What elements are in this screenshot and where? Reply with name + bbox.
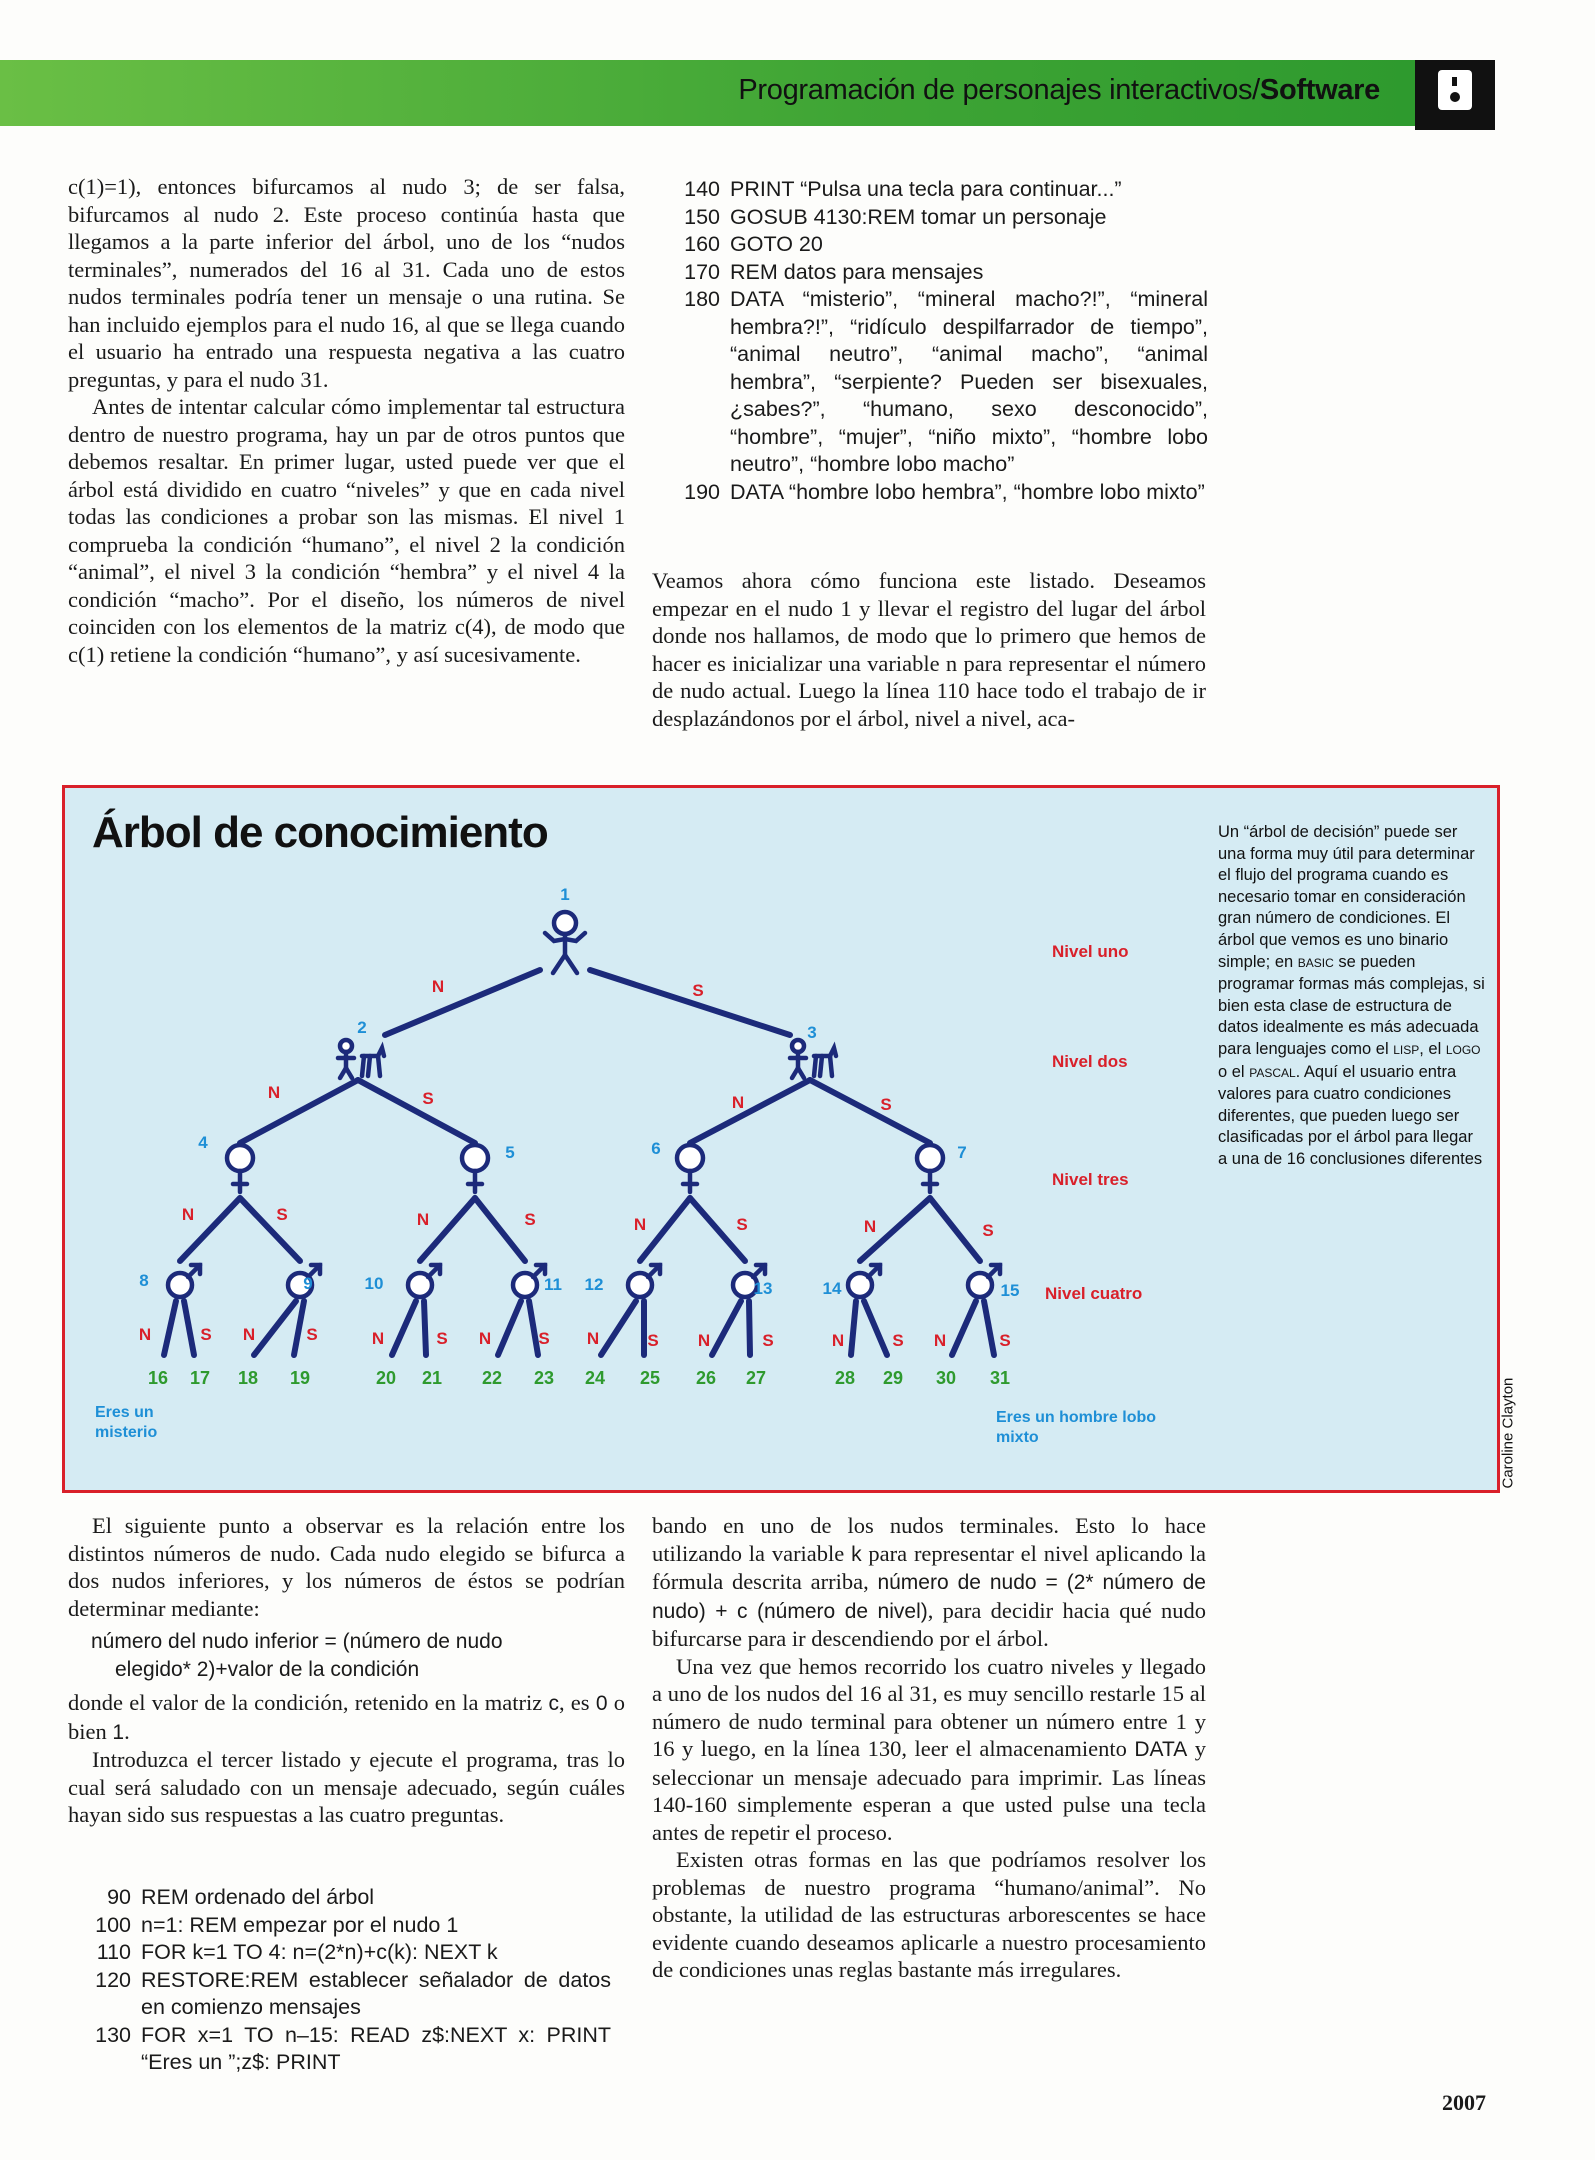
caption-text: Un “árbol de decisión” puede ser una forma muy útil para determinar el flujo del programa cuando es necesario tomar en consideración gran número de condiciones. El árbol que vemos es uno binario simple; en: [1218, 823, 1475, 971]
tree-branch: [930, 1198, 980, 1261]
branch-label-no: N: [138, 1325, 152, 1344]
text: .: [124, 1718, 130, 1744]
code-text: n=1: REM empezar por el nudo 1: [141, 1912, 459, 1937]
female-symbol-icon: [677, 1145, 703, 1192]
male-symbol-icon: [628, 1265, 660, 1297]
branch-label-yes: S: [538, 1329, 550, 1348]
tree-branch: [952, 1301, 976, 1355]
header-title-regular: Programación de personajes interactivos/: [738, 74, 1260, 106]
branch-label-no: N: [416, 1210, 430, 1229]
leaf-number: 17: [189, 1368, 211, 1388]
tree-branch: [601, 1301, 636, 1355]
branch-label-yes: S: [692, 981, 704, 1000]
page-number: 2007: [1442, 2090, 1486, 2115]
code-listing-bottom: [83, 1884, 611, 2077]
code-text: FOR k=1 TO 4: n=(2*n)+c(k): NEXT k: [141, 1940, 498, 1964]
caption-text: , el: [1419, 1039, 1442, 1058]
code-text: FOR x=1 TO n–15: READ z$:NEXT x: PRINT “Eres un ”;z$: PRINT: [141, 2022, 611, 2074]
text: o bien: [68, 1690, 625, 1744]
tree-branch: [424, 1301, 426, 1355]
leaf-number: 21: [421, 1368, 443, 1388]
tree-branch: [184, 1301, 194, 1355]
code-line: [83, 1967, 611, 2022]
code-line: [83, 2022, 611, 2077]
animal-icon: [790, 1040, 836, 1078]
code-text: GOTO 20: [730, 232, 823, 256]
diagram-caption: [1218, 822, 1486, 1171]
line-number: 130: [95, 2022, 131, 2047]
leaf-number: 20: [375, 1368, 397, 1388]
tree-branch: [864, 1301, 887, 1355]
level-label-2: Nivel dos: [1052, 1052, 1128, 1071]
branch-label-yes: S: [524, 1210, 536, 1229]
leaf-number: 31: [989, 1368, 1011, 1388]
caption-smallcaps: LOGO: [1445, 1042, 1481, 1057]
code-text: GOSUB 4130:REM tomar un personaje: [730, 204, 1107, 229]
node-number: 13: [753, 1279, 773, 1298]
leaf-number: 23: [533, 1368, 555, 1388]
tree-branch: [749, 1301, 750, 1355]
paragraph: Antes de intentar calcular cómo implementar tal estructura dentro de nuestro programa, hay un par de otros puntos que debemos resaltar. En primer lugar, usted puede ver que el árbol está dividido en cuatro “niveles” y que en cada nivel todas las condiciones a probar son las mismas. El nivel 1 comprueba la condición “humano”, el nivel 2 la condición “animal”, el nivel 3 la condición “hembra” y el nivel 4 la condición “macho”. Por el diseño, los números de nivel coinciden con los elementos de la matriz c(4), de modo que c(1) retiene la condición “humano”, y así sucesivamente.: [68, 394, 625, 667]
tree-branch: [240, 1080, 358, 1143]
branch-label-no: N: [633, 1215, 647, 1234]
line-number: 150: [684, 204, 720, 229]
node-number: 6: [651, 1139, 661, 1158]
tree-branch: [851, 1301, 856, 1355]
level-label-4: Nivel cuatro: [1045, 1284, 1143, 1303]
result-line: Eres un hombre lobo: [996, 1409, 1157, 1426]
variable: c: [548, 1692, 559, 1715]
paragraph: Existen otras formas en las que podríamos resolver los problemas de nuestro programa “humano/animal”. No obstante, la utilidad de las estructuras arborescentes se hace evidente cuando deseamos aplicarle a nuestro procesamiento de condiciones unas reglas bastante más irregulares.: [652, 1847, 1206, 1982]
leaf-number: 26: [695, 1368, 717, 1388]
leaf-number: 24: [584, 1368, 606, 1388]
formula-block: [91, 1628, 625, 1683]
branch-label-yes: S: [200, 1325, 212, 1344]
code-line: [83, 1912, 611, 1940]
result-line: misterio: [95, 1424, 158, 1441]
tree-branch: [358, 1080, 475, 1143]
line-number: 90: [107, 1885, 131, 1909]
code-text: DATA “hombre lobo hembra”, “hombre lobo mixto”: [730, 479, 1205, 504]
female-symbol-icon: [227, 1145, 253, 1192]
male-symbol-icon: [408, 1265, 440, 1297]
leaf-number: 25: [639, 1368, 661, 1388]
text: bando en uno de los nudos terminales. Esto lo hace utilizando la variable: [652, 1513, 1206, 1566]
branch-label-no: N: [831, 1331, 845, 1350]
branch-label-yes: S: [982, 1221, 994, 1240]
header-title-bold: Software: [1259, 74, 1380, 106]
male-symbol-icon: [848, 1265, 880, 1297]
branch-label-yes: S: [276, 1205, 288, 1224]
leaf-number: 16: [147, 1368, 169, 1388]
node-number: 5: [505, 1143, 515, 1162]
human-icon: [545, 912, 585, 973]
tree-branch: [420, 1198, 475, 1261]
line-number: 170: [684, 259, 720, 284]
branch-label-yes: S: [892, 1331, 904, 1350]
branch-label-no: N: [933, 1331, 947, 1350]
code-text: REM datos para mensajes: [730, 259, 984, 284]
branch-label-yes: S: [880, 1095, 892, 1114]
leaf-number: 28: [834, 1368, 856, 1388]
node-number: 3: [807, 1023, 817, 1042]
branch-label-no: N: [431, 977, 445, 996]
tree-branch: [810, 1080, 930, 1143]
branch-label-yes: S: [306, 1325, 318, 1344]
paragraph: [652, 1653, 1206, 1847]
leaf-number: 27: [745, 1368, 767, 1388]
level-label-1: Nivel uno: [1052, 942, 1129, 961]
tree-branch: [254, 1301, 296, 1355]
result-label-right: [996, 1408, 1156, 1448]
text: , para decidir hacia qué nudo bifurcarse para ir descendiendo por el árbol.: [652, 1597, 1206, 1651]
branch-label-yes: S: [436, 1329, 448, 1348]
line-number: 120: [95, 1967, 131, 1992]
keyword: DATA: [1134, 1738, 1188, 1761]
line-number: 110: [96, 1940, 131, 1964]
paragraph: Introduzca el tercer listado y ejecute el programa, tras lo cual será saludado con un mensaje adecuado, según cuáles hayan sido sus respuestas a las cuatro preguntas.: [68, 1747, 625, 1827]
branch-label-no: N: [863, 1217, 877, 1236]
paragraph: c(1)=1), entonces bifurcamos al nudo 3; de ser falsa, bifurcamos al nudo 2. Este proceso continúa hasta que llegamos a la parte inferior del árbol, uno de los “nudos terminales”, numerados del 16 al 31. Cada uno de estos nudos terminales podría tener un mensaje o una rutina. Se han incluido ejemplos para el nudo 16, al que se llega cuando el usuario ha entrado una respuesta negativa a las cuatro preguntas, y para el nudo 31.: [68, 174, 625, 392]
node-number: 4: [198, 1133, 208, 1152]
tree-branch: [294, 1301, 304, 1355]
node-number: 12: [584, 1275, 604, 1294]
line-number: 190: [684, 479, 720, 504]
code-text: REM ordenado del árbol: [141, 1885, 375, 1909]
caption-smallcaps: LISP: [1393, 1042, 1420, 1057]
line-number: 140: [684, 177, 720, 201]
code-text: RESTORE:REM establecer señalador de datos en comienzo mensajes: [141, 1967, 611, 2019]
tree-branch: [712, 1301, 741, 1355]
column-1-bottom: [68, 1512, 625, 1829]
node-number: 2: [357, 1018, 367, 1037]
diagram-title: Árbol de conocimiento: [92, 808, 548, 857]
tree-branch: [385, 970, 540, 1035]
tree-branch: [240, 1198, 300, 1261]
branch-label-no: N: [371, 1329, 385, 1348]
tree-branch: [392, 1301, 416, 1355]
male-symbol-icon: [168, 1265, 200, 1297]
leaf-number: 29: [882, 1368, 904, 1388]
result-line: mixto: [996, 1429, 1039, 1446]
text: y seleccionar un mensaje adecuado para imprimir. Las líneas 140-160 simplemente esperan a que usted pulse una tecla antes de repetir el proceso.: [652, 1736, 1207, 1845]
tree-branch: [498, 1301, 521, 1355]
branch-label-no: N: [586, 1329, 600, 1348]
tree-branch: [590, 970, 790, 1035]
node-number: 10: [364, 1274, 384, 1293]
caption-text: o el: [1218, 1062, 1245, 1081]
formula-line: número del nudo inferior = (número de nudo: [91, 1630, 503, 1653]
level-label-3: Nivel tres: [1052, 1170, 1129, 1189]
female-symbol-icon: [462, 1145, 488, 1192]
branch-label-yes: S: [999, 1331, 1011, 1350]
branch-label-yes: S: [422, 1089, 434, 1108]
branch-label-no: N: [181, 1205, 195, 1224]
text: , es: [558, 1690, 590, 1715]
caption-text: se pueden programar formas más complejas, si bien esta clase de estructura de datos idealmente es más adecuada para lenguajes como el: [1218, 952, 1485, 1058]
leaf-number: 19: [289, 1368, 311, 1388]
female-symbol-icon: [917, 1145, 943, 1192]
tree-branch: [164, 1301, 176, 1355]
tree-branch: [690, 1080, 810, 1143]
node-number: 8: [139, 1271, 149, 1290]
column-2-bottom: [652, 1512, 1206, 1984]
tree-branch: [984, 1301, 994, 1355]
branch-label-yes: S: [647, 1331, 659, 1350]
tree-branch: [475, 1198, 525, 1261]
node-number: 14: [822, 1279, 842, 1298]
caption-text: . Aquí el usuario entra valores para cuatro condiciones diferentes, que pueden luego ser clasificadas por el árbol para llegar a una de 16 conclusiones diferentes: [1218, 1062, 1483, 1168]
leaf-number: 22: [481, 1368, 503, 1388]
node-number: 7: [957, 1143, 967, 1162]
male-symbol-icon: [513, 1265, 545, 1297]
node-number: 15: [1000, 1281, 1020, 1300]
paragraph: Veamos ahora cómo funciona este listado. Deseamos empezar en el nudo 1 y llevar el registro del lugar del árbol donde nos hallamos, de modo que lo primero que hemos de hacer es inicializar una variable n para representar el número de nudo actual. Luego la línea 110 hace todo el trabajo de ir desplazándonos por el árbol, nivel a nivel, aca-: [652, 568, 1206, 731]
node-number: 9: [303, 1274, 313, 1293]
branch-label-yes: S: [736, 1215, 748, 1234]
tree-branch: [529, 1301, 538, 1355]
formula-line: elegido* 2)+valor de la condición: [115, 1657, 420, 1681]
code-line: [83, 1884, 611, 1912]
line-number: 180: [684, 287, 720, 311]
text: para representar el nivel aplicando la fórmula descrita arriba,: [652, 1540, 1207, 1594]
variable: k: [851, 1542, 862, 1566]
tree-branch: [640, 1198, 690, 1261]
paragraph: [652, 1512, 1206, 1653]
male-symbol-icon: [968, 1265, 1000, 1297]
line-number: 160: [684, 232, 720, 256]
paragraph: [68, 1689, 625, 1746]
branch-label-no: N: [731, 1093, 745, 1112]
text: Una vez que hemos recorrido los cuatro niveles y llegado a uno de los nudos del 16 al 31, es muy sencillo restarle 15 al número de nudo terminal para obtener un número entre 1 y 16 y luego, en la línea 130, leer el almacenamiento: [652, 1653, 1206, 1761]
branch-label-no: N: [267, 1083, 281, 1102]
value: 1: [112, 1720, 125, 1744]
branch-label-no: N: [478, 1329, 492, 1348]
text: donde el valor de la condición, retenido en la matriz: [68, 1690, 543, 1715]
code-line: [83, 1939, 611, 1967]
branch-label-no: N: [697, 1331, 711, 1350]
branch-label-yes: S: [762, 1331, 774, 1350]
line-number: 100: [95, 1912, 131, 1937]
node-number: 11: [544, 1275, 562, 1294]
formula-inline: número de nudo = (2* número de nudo) + c (número de nivel): [652, 1571, 1206, 1623]
code-text: DATA “misterio”, “mineral macho?!”, “mineral hembra?!”, “ridículo despilfarrador de tiempo”, “animal neutro”, “animal macho”, “animal hembra”, “serpiente? Pueden ser bisexuales, ¿sabes?”, “humano, sexo desconocido”, “hombre”, “mujer”, “niño mixto”, “hombre lobo neutro”, “hombre lobo macho”: [730, 287, 1208, 476]
credit-text: Caroline Clayton: [1499, 1377, 1517, 1489]
leaf-number: 30: [935, 1368, 957, 1388]
caption-smallcaps: PASCAL: [1249, 1065, 1296, 1080]
node-number: 1: [560, 885, 570, 904]
leaf-number: 18: [237, 1368, 259, 1388]
branch-label-no: N: [242, 1325, 256, 1344]
paragraph: El siguiente punto a observar es la relación entre los distintos números de nudo. Cada nudo elegido se bifurca a dos nudos inferiores, y los números de éstos se podrían determinar mediante:: [68, 1513, 625, 1621]
caption-smallcaps: BASIC: [1297, 955, 1334, 970]
code-text: PRINT “Pulsa una tecla para continuar...”: [730, 177, 1122, 201]
value: 0: [595, 1692, 608, 1715]
result-line: Eres un: [95, 1404, 154, 1421]
result-label-left: [95, 1403, 157, 1443]
animal-icon: [338, 1040, 384, 1078]
photo-credit: [1488, 1377, 1528, 1500]
